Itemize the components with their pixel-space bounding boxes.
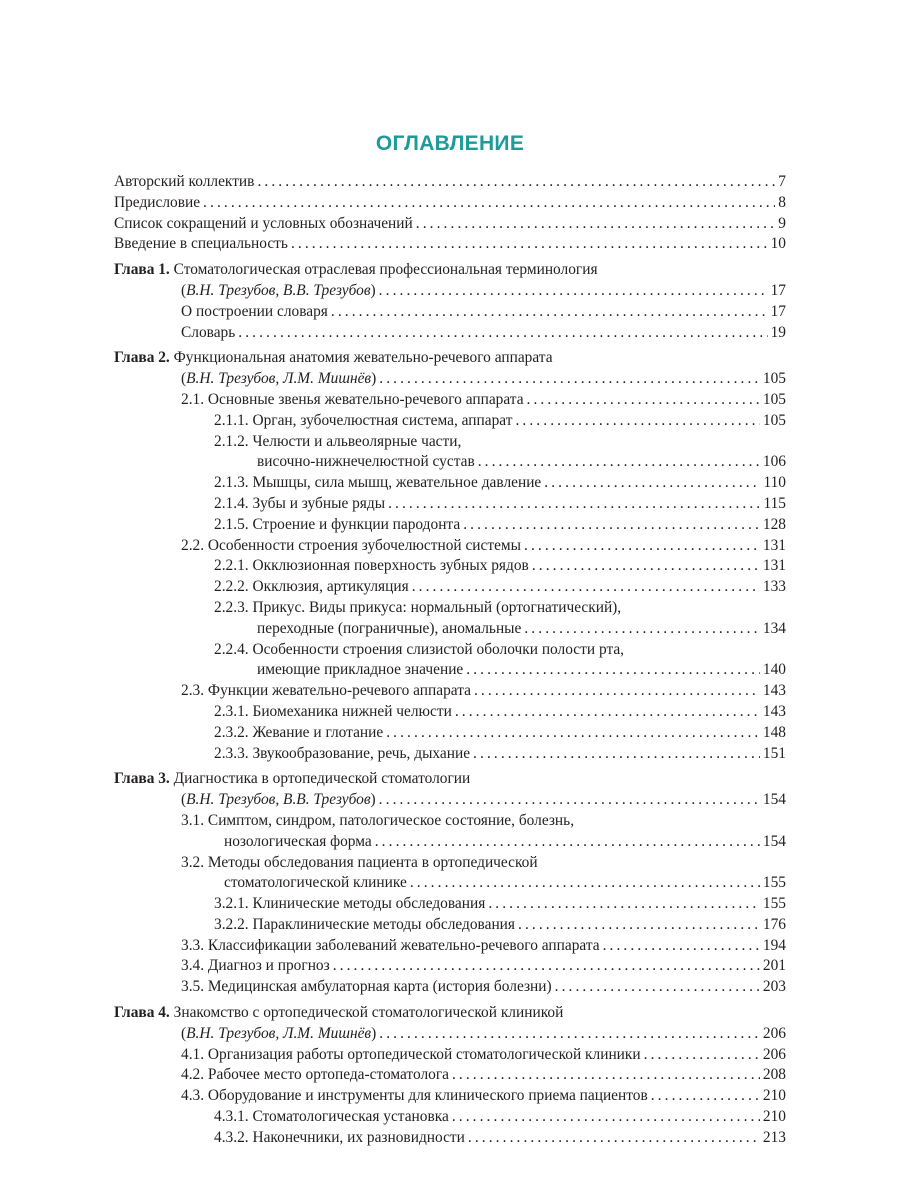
dot-leader xyxy=(375,832,760,853)
text: Авторский коллектив xyxy=(114,173,255,190)
text: 2.2.1. Окклюзионная поверхность зубных рядов xyxy=(214,557,529,575)
paren-open: ( xyxy=(181,370,187,388)
text: нозологическая форма xyxy=(224,832,372,850)
dot-leader xyxy=(524,536,760,557)
front-matter-list xyxy=(114,172,786,255)
toc-entry-text xyxy=(181,790,376,811)
chapter-block xyxy=(114,1003,786,1149)
toc-entry[interactable] xyxy=(114,411,786,432)
toc-entry-text xyxy=(181,323,235,344)
dot-leader xyxy=(468,1128,760,1149)
dot-leader xyxy=(527,390,760,411)
toc-entry-continuation xyxy=(114,432,786,453)
page-number: 203 xyxy=(762,978,786,996)
toc-entry-text xyxy=(181,956,330,977)
chapter-block xyxy=(114,260,786,343)
toc-entry-text xyxy=(181,977,552,998)
toc-entry[interactable] xyxy=(114,790,786,811)
toc-entry[interactable] xyxy=(114,193,786,214)
text: 4.1. Организация работы ортопедической стоматологической клиники xyxy=(181,1045,641,1063)
toc-entry[interactable] xyxy=(114,702,786,723)
text: 2.2.2. Окклюзия, артикуляция xyxy=(214,578,409,596)
toc-entry[interactable] xyxy=(114,723,786,744)
toc-entry[interactable] xyxy=(114,894,786,915)
chapter-block xyxy=(114,348,786,764)
toc-entry[interactable] xyxy=(114,681,786,702)
text: 2.1.3. Мышцы, сила мышц, жевательное давление xyxy=(214,474,542,492)
text: 3.2.1. Клинические методы обследования xyxy=(214,895,486,913)
toc-entry[interactable] xyxy=(114,390,786,411)
toc-entry[interactable] xyxy=(114,302,786,323)
toc-entry-text xyxy=(214,473,541,494)
page-number: 210 xyxy=(762,1108,786,1126)
text: 2.1.5. Строение и функции пародонта xyxy=(214,515,461,533)
page-number: 201 xyxy=(762,957,786,975)
toc-entry[interactable] xyxy=(114,1045,786,1066)
page-number: 19 xyxy=(770,323,786,341)
text: 4.3.1. Стоматологическая установка xyxy=(214,1108,449,1126)
paren-open: ( xyxy=(181,1024,187,1042)
text: 4.2. Рабочее место ортопеда-стоматолога xyxy=(181,1066,449,1084)
page-number: 128 xyxy=(762,515,786,533)
chapter-heading[interactable] xyxy=(114,769,786,790)
dot-leader xyxy=(644,1045,760,1066)
dot-leader xyxy=(333,956,760,977)
toc-entry[interactable] xyxy=(114,1107,786,1128)
page-number: 213 xyxy=(762,1128,786,1146)
text: стоматологической клинике xyxy=(224,874,407,892)
toc-entry-text xyxy=(181,536,521,557)
toc-entry-continuation xyxy=(114,640,786,661)
toc-entry-text xyxy=(214,744,470,765)
text: 2.2. Особенности строения зубочелюстной системы xyxy=(181,536,522,554)
toc-entry[interactable] xyxy=(114,369,786,390)
toc-entry-text xyxy=(181,1024,376,1045)
toc-entry-text xyxy=(224,873,407,894)
toc-entry[interactable] xyxy=(114,281,786,302)
text: 3.2.2. Параклинические методы обследования xyxy=(214,915,515,933)
paren-open: ( xyxy=(181,791,187,809)
toc-entry[interactable] xyxy=(114,956,786,977)
chapter-heading[interactable] xyxy=(114,1003,786,1024)
toc-entry[interactable] xyxy=(114,452,786,473)
dot-leader xyxy=(455,702,760,723)
toc-entry-continuation xyxy=(114,853,786,874)
dot-leader xyxy=(412,577,760,598)
chapter-title: Знакомство с ортопедической стоматологической клиникой xyxy=(169,1004,564,1022)
text: Список сокращений и условных обозначений xyxy=(114,214,413,232)
text: 2.1. Основные звенья жевательно-речевого аппарата xyxy=(181,390,524,408)
toc-entry-text xyxy=(181,390,524,411)
toc-entry[interactable] xyxy=(114,1024,786,1045)
toc-entry[interactable] xyxy=(114,515,786,536)
page-number: 17 xyxy=(770,302,786,320)
page-number: 140 xyxy=(762,661,786,679)
page-number: 148 xyxy=(762,723,786,741)
toc-entry-continuation xyxy=(114,598,786,619)
toc-entry[interactable] xyxy=(114,536,786,557)
toc-entry[interactable] xyxy=(114,494,786,515)
toc-entry[interactable] xyxy=(114,172,786,193)
dot-leader xyxy=(388,494,760,515)
text: 3.3. Классификации заболеваний жевательно-речевого аппарата xyxy=(181,936,600,954)
dot-leader xyxy=(488,894,760,915)
toc-entry-text xyxy=(181,369,376,390)
dot-leader xyxy=(473,744,760,765)
dot-leader xyxy=(555,977,760,998)
page-number: 194 xyxy=(762,936,786,954)
page-number: 131 xyxy=(762,557,786,575)
dot-leader xyxy=(466,660,760,681)
toc-entry-text xyxy=(214,723,383,744)
toc-entry-text xyxy=(114,214,413,235)
text: 2.3.3. Звукообразование, речь, дыхание xyxy=(214,744,471,762)
toc-entry[interactable] xyxy=(114,556,786,577)
toc-entry[interactable] xyxy=(114,660,786,681)
text: височно-нижнечелюстной сустав xyxy=(257,453,475,471)
toc-entry-text xyxy=(214,556,529,577)
page-number: 115 xyxy=(763,494,786,512)
dot-leader xyxy=(379,790,760,811)
page-number: 134 xyxy=(762,619,786,637)
toc-entry[interactable] xyxy=(114,577,786,598)
toc-entry-text xyxy=(214,494,385,515)
chapter-authors: В.Н. Трезубов, Л.М. Мишнёв xyxy=(186,1024,372,1042)
toc-entry[interactable] xyxy=(114,936,786,957)
text: 2.1.1. Орган, зубочелюстная система, аппарат xyxy=(214,411,513,429)
paren-close: ) xyxy=(370,281,376,299)
chapter-authors: В.Н. Трезубов, В.В. Трезубов xyxy=(186,281,371,299)
page-number: 143 xyxy=(762,682,786,700)
page-number: 210 xyxy=(762,1087,786,1105)
text: 2.1.4. Зубы и зубные ряды xyxy=(214,494,386,512)
chapter-authors: В.Н. Трезубов, В.В. Трезубов xyxy=(186,791,371,809)
toc-entry-text xyxy=(257,660,463,681)
text: 4.3.2. Наконечники, их разновидности xyxy=(214,1128,465,1146)
toc-entry-text xyxy=(214,515,460,536)
toc-entry[interactable] xyxy=(114,214,786,235)
toc-entry[interactable] xyxy=(114,323,786,344)
dot-leader xyxy=(410,873,760,894)
chapter-label: Глава 3. xyxy=(114,770,170,788)
toc-entry-text: 2.1.2. Челюсти и альвеолярные части, xyxy=(214,432,462,450)
chapter-title: Диагностика в ортопедической стоматологии xyxy=(169,770,471,788)
dot-leader xyxy=(452,1065,760,1086)
toc-entry-text: 2.2.4. Особенности строения слизистой оболочки полости рта, xyxy=(214,640,625,658)
text: 2.3. Функции жевательно-речевого аппарата xyxy=(181,682,471,700)
toc-entry[interactable] xyxy=(114,915,786,936)
toc-entry-text xyxy=(181,1086,648,1107)
chapter-block xyxy=(114,769,786,998)
page-number: 154 xyxy=(762,832,786,850)
paren-close: ) xyxy=(371,370,377,388)
toc-entry-text xyxy=(181,1065,449,1086)
text: Предисловие xyxy=(114,193,201,211)
page-number: 105 xyxy=(762,411,786,429)
toc-entry-text xyxy=(214,915,515,936)
dot-leader xyxy=(474,681,760,702)
chapter-label: Глава 4. xyxy=(114,1004,170,1022)
toc-entry-text xyxy=(114,234,288,255)
page-number: 7 xyxy=(778,173,786,190)
dot-leader xyxy=(651,1086,760,1107)
toc-entry-text xyxy=(214,1107,449,1128)
toc-entry-text xyxy=(214,702,452,723)
text: Словарь xyxy=(181,323,236,341)
page-number: 155 xyxy=(762,895,786,913)
toc-entry-text xyxy=(181,936,600,957)
toc-entry-text xyxy=(114,172,254,193)
dot-leader xyxy=(518,915,760,936)
dot-leader xyxy=(331,302,768,323)
paren-close: ) xyxy=(371,1024,377,1042)
page-number: 105 xyxy=(762,390,786,408)
page-number: 133 xyxy=(762,578,786,596)
text: 4.3. Оборудование и инструменты для клинического приема пациентов xyxy=(181,1087,648,1105)
page-title: ОГЛАВЛЕНИЕ xyxy=(375,132,525,155)
chapter-authors: В.Н. Трезубов, Л.М. Мишнёв xyxy=(186,370,372,388)
toc-entry-text xyxy=(214,577,409,598)
text: Введение в специальность xyxy=(114,235,288,253)
page-number: 110 xyxy=(763,474,786,492)
dot-leader xyxy=(544,473,760,494)
dot-leader xyxy=(452,1107,760,1128)
page-number: 8 xyxy=(778,193,786,211)
text: переходные (пограничные), аномальные xyxy=(257,619,522,637)
text: О построении словаря xyxy=(181,302,328,320)
text: 3.5. Медицинская амбулаторная карта (история болезни) xyxy=(181,978,552,996)
toc-entry-text xyxy=(114,193,200,214)
toc-entry[interactable] xyxy=(114,1128,786,1149)
page-number: 143 xyxy=(762,702,786,720)
dot-leader xyxy=(386,723,760,744)
page-number: 176 xyxy=(762,915,786,933)
dot-leader xyxy=(379,281,768,302)
text: 2.3.1. Биомеханика нижней челюсти xyxy=(214,702,452,720)
toc-entry-text xyxy=(181,681,471,702)
page-number: 206 xyxy=(762,1045,786,1063)
paren-close: ) xyxy=(370,791,376,809)
table-of-contents xyxy=(114,172,786,1154)
toc-entry-text: 3.2. Методы обследования пациента в ортопедической xyxy=(181,853,538,871)
toc-entry-text xyxy=(257,619,521,640)
toc-entry-text xyxy=(224,832,372,853)
page-number: 154 xyxy=(762,791,786,809)
chapter-heading[interactable] xyxy=(114,348,786,369)
page-number: 151 xyxy=(762,744,786,762)
dot-leader xyxy=(416,214,776,235)
dot-leader xyxy=(603,936,760,957)
page-number: 10 xyxy=(770,235,786,253)
page-number: 17 xyxy=(770,281,786,299)
toc-entry-text xyxy=(181,1045,641,1066)
toc-entry[interactable] xyxy=(114,619,786,640)
toc-entry[interactable] xyxy=(114,1065,786,1086)
dot-leader xyxy=(291,234,768,255)
dot-leader xyxy=(203,193,775,214)
dot-leader xyxy=(379,1024,760,1045)
dot-leader xyxy=(532,556,760,577)
dot-leader xyxy=(238,323,767,344)
chapter-title: Функциональная анатомия жевательно-речевого аппарата xyxy=(169,349,553,367)
page-number: 131 xyxy=(762,536,786,554)
page-number: 105 xyxy=(762,370,786,388)
chapter-heading[interactable] xyxy=(114,260,786,281)
page-number: 206 xyxy=(762,1024,786,1042)
toc-entry[interactable] xyxy=(114,873,786,894)
text: 2.3.2. Жевание и глотание xyxy=(214,723,384,741)
page-number: 106 xyxy=(762,453,786,471)
toc-entry[interactable] xyxy=(114,977,786,998)
chapter-title: Стоматологическая отраслевая профессиональная терминология xyxy=(169,261,598,279)
page-number: 155 xyxy=(762,874,786,892)
toc-entry-text xyxy=(214,1128,465,1149)
toc-entry-text: 3.1. Симптом, синдром, патологическое состояние, болезнь, xyxy=(181,811,575,829)
dot-leader xyxy=(515,411,759,432)
paren-open: ( xyxy=(181,281,187,299)
dot-leader xyxy=(463,515,760,536)
page-number: 208 xyxy=(762,1066,786,1084)
toc-entry-text xyxy=(257,452,475,473)
page-number: 9 xyxy=(778,214,786,232)
toc-entry[interactable] xyxy=(114,1086,786,1107)
toc-entry[interactable] xyxy=(114,473,786,494)
toc-entry-text xyxy=(181,281,376,302)
toc-entry[interactable] xyxy=(114,832,786,853)
dot-leader xyxy=(524,619,760,640)
text: имеющие прикладное значение xyxy=(257,661,464,679)
toc-entry-text xyxy=(214,411,512,432)
dot-leader xyxy=(379,369,760,390)
text: 3.4. Диагноз и прогноз xyxy=(181,957,330,975)
chapter-label: Глава 2. xyxy=(114,349,170,367)
toc-entry[interactable] xyxy=(114,744,786,765)
toc-entry-continuation xyxy=(114,811,786,832)
toc-entry-text: 2.2.3. Прикус. Виды прикуса: нормальный (ортогнатический), xyxy=(214,598,622,616)
toc-entry-text xyxy=(214,894,485,915)
dot-leader xyxy=(478,452,760,473)
chapter-label: Глава 1. xyxy=(114,261,170,279)
toc-entry[interactable] xyxy=(114,234,786,255)
chapters-list xyxy=(114,260,786,1148)
toc-entry-text xyxy=(181,302,328,323)
dot-leader xyxy=(257,172,775,193)
